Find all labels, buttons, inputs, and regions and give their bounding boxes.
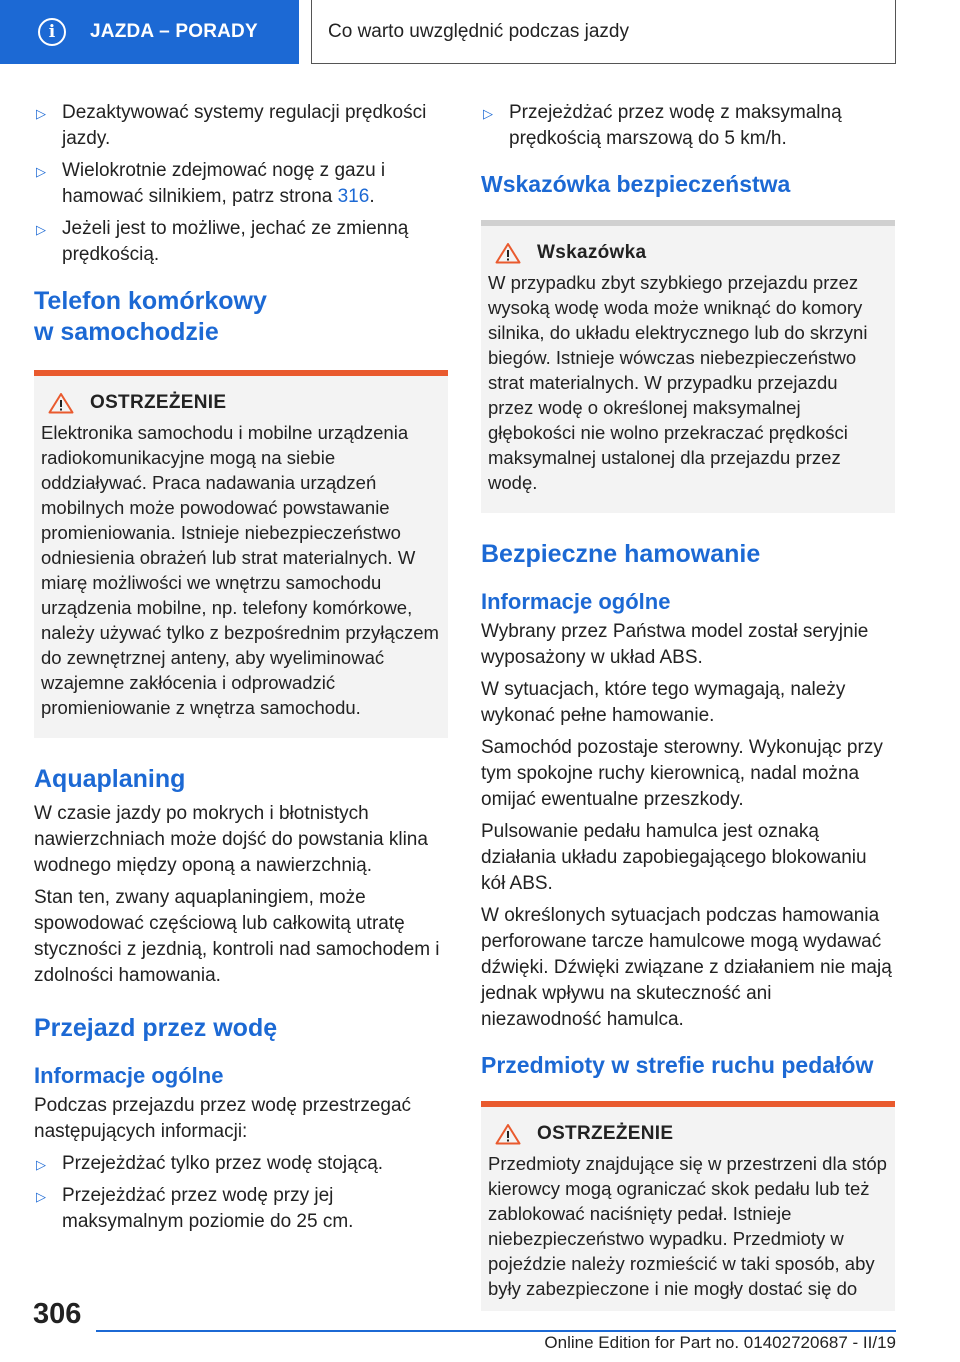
triangle-bullet-icon: ▷ — [36, 222, 46, 237]
warning-box-phone — [34, 370, 448, 738]
bullet-list-right-top — [481, 100, 895, 152]
section-heading-safety: Wskazówka bezpieczeństwa — [481, 171, 791, 197]
subheading-general-info: Informacje ogólne — [481, 589, 671, 614]
section-heading-water: Przejazd przez wodę — [34, 1014, 278, 1042]
paragraph: Stan ten, zwany aquaplaningiem, może spowodować częściową lub całkowitą utratę styczności z jezdnią, kontroli nad samochodem i zdolności hamowania. — [34, 887, 440, 986]
list-item: ▷ Jeżeli jest to możliwe, jechać ze zmienną prędkością. — [36, 218, 409, 265]
note-box-safety — [481, 220, 895, 513]
note-text: W przypadku zbyt szybkiego przejazdu przez wysoką wodę woda może wniknąć do komory silnika, do układu elektrycznego lub do skrzyni biegów. Istnieje wówczas niebezpieczeństwo strat materialnych. W przypadku przejazdu przez wodę o określonej maksymalnej głębokości nie wolno przekraczać prędkości maksymalnej ustalonej dla przejazdu przez wodę. — [488, 272, 868, 493]
section-tab[interactable] — [0, 0, 299, 64]
list-item: ▷ Przejeżdżać przez wodę z maksymalną prędkością marszową do 5 km/h. — [483, 102, 842, 149]
paragraph: Pulsowanie pedału hamulca jest oznaką działania układu zapobiegającego blokowaniu kół ABS. — [481, 821, 867, 894]
paragraph: Wybrany przez Państwa model został seryjnie wyposażony w układ ABS. — [481, 621, 869, 668]
triangle-bullet-icon: ▷ — [36, 164, 46, 179]
right-column — [481, 100, 895, 1311]
footer-divider — [96, 1330, 896, 1332]
info-icon: i — [38, 18, 66, 46]
warning-text: Elektronika samochodu i mobilne urządzenia radiokomunikacyjne mogą na siebie oddziaływać. Praca nadawania urządzeń mobilnych może powodować powstawanie promieniowania. Istnieje niebezpieczeństwo odniesienia obrażeń lub strat materialnych. W miarę możliwości we wnętrzu samochodu urządzenia mobilne, np. telefony komórkowe, należy używać tylko z bezpośrednim przyłączem do zewnętrznej anteny, aby wyeliminować wzajemne zakłócenia i odprowadzić promieniowanie z wnętrza samochodu. — [41, 422, 439, 718]
paragraph: Samochód pozostaje sterowny. Wykonując przy tym spokojne ruchy kierownicą, nadal można omijać ewentualne przeszkody. — [481, 737, 883, 810]
paragraph: W określonych sytuacjach podczas hamowania perforowane tarcze hamulcowe mogą wydawać dźwięki. Dźwięki związane z działaniem nie mają jednak wpływu na skuteczność ani niezawodność hamulca. — [481, 905, 892, 1030]
warning-text: Przedmioty znajdujące się w przestrzeni dla stóp kierowcy mogą ograniczać skok pedału lub też zablokować naciśnięty pedał. Istnieje niebezpieczeństwo wypadku. Przedmioty w pojeździe należy rozmieścić w taki sposób, aby były zabezpieczone i nie mogły dostać się do — [488, 1153, 887, 1299]
paragraph: Podczas przejazdu przez wodę przestrzegać następujących informacji: — [34, 1095, 412, 1142]
page-ref-link[interactable]: 316 — [337, 186, 370, 207]
warning-title: OSTRZEŻENIE — [90, 392, 227, 413]
section-heading-braking: Bezpieczne hamowanie — [481, 540, 761, 568]
warning-triangle-icon — [495, 1123, 521, 1145]
warning-triangle-icon — [495, 242, 521, 264]
list-item: ▷ Wielokrotnie zdejmować nogę z gazu i hamować silnikiem, patrz strona 316. — [36, 160, 386, 207]
triangle-bullet-icon: ▷ — [483, 106, 493, 121]
section-heading-pedals: Przedmioty w strefie ruchu pedałów — [481, 1052, 874, 1078]
paragraph: W sytuacjach, które tego wymagają, należy wykonać pełne hamowanie. — [481, 679, 846, 726]
triangle-bullet-icon: ▷ — [36, 1189, 46, 1204]
footer-edition: Online Edition for Part no. 01402720687 - II/19 — [544, 1333, 896, 1352]
paragraph: W czasie jazdy po mokrych i błotnistych nawierzchniach może dojść do powstania klina wodnego między oponą a nawierzchnią. — [34, 803, 428, 876]
list-item: ▷ Przejeżdżać tylko przez wodę stojącą. — [34, 1151, 448, 1177]
bullet-list-water — [34, 1151, 448, 1235]
list-item: ▷ Przejeżdżać przez wodę przy jej maksymalnym poziomie do 25 cm. — [36, 1185, 354, 1232]
section-heading-aquaplaning: Aquaplaning — [34, 765, 186, 793]
note-title: Wskazówka — [537, 242, 647, 263]
list-item: ▷ Dezaktywować systemy regulacji prędkości jazdy. — [36, 102, 427, 149]
page-number: 306 — [33, 1298, 82, 1330]
page-title: Co warto uwzględnić podczas jazdy — [311, 0, 896, 64]
warning-title: OSTRZEŻENIE — [537, 1123, 674, 1144]
warning-box-pedals — [481, 1101, 895, 1311]
subheading-general-info: Informacje ogólne — [34, 1063, 224, 1088]
section-label: JAZDA – PORADY — [90, 21, 258, 42]
triangle-bullet-icon: ▷ — [36, 1157, 46, 1172]
triangle-bullet-icon: ▷ — [36, 106, 46, 121]
page-header — [0, 0, 960, 66]
section-heading-phone: Telefon komórkowy w samochodzie — [34, 287, 267, 346]
warning-triangle-icon — [48, 392, 74, 414]
bullet-list-top — [34, 100, 448, 268]
left-column — [34, 100, 448, 1241]
